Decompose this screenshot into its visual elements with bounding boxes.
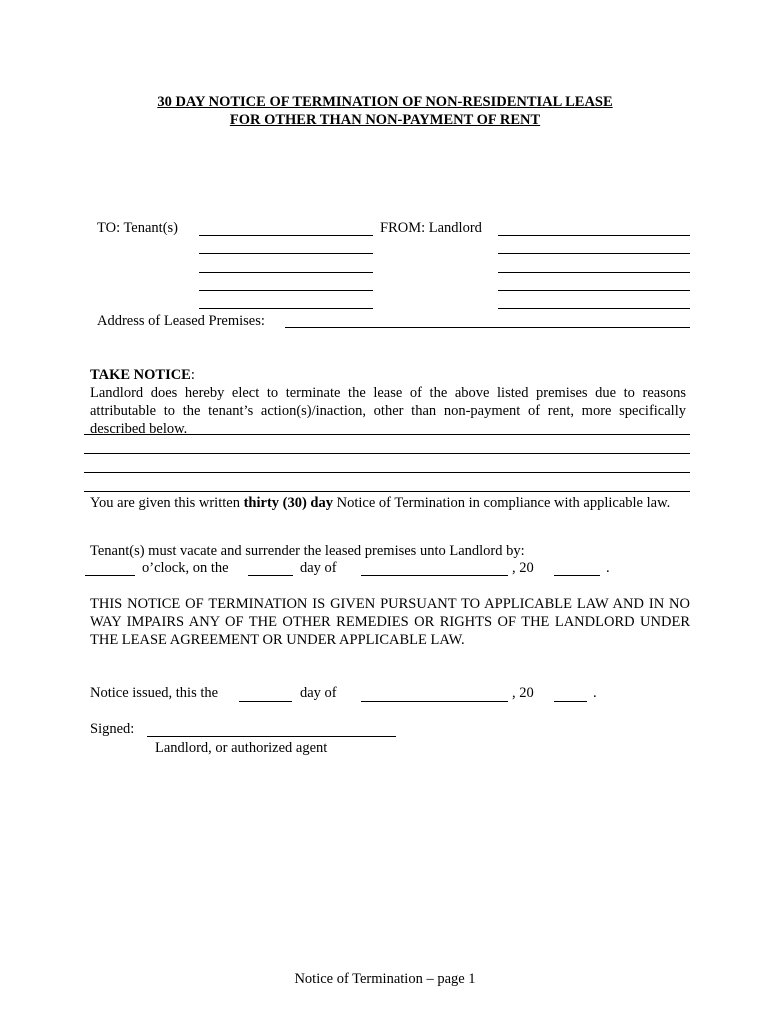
given-prefix: You are given this written xyxy=(90,495,244,511)
issued-month-field[interactable] xyxy=(361,701,508,702)
reason-field-3[interactable] xyxy=(84,472,690,473)
tenant-name-field-3[interactable] xyxy=(199,272,373,273)
take-notice-heading-text: TAKE NOTICE xyxy=(90,367,191,383)
reason-field-1[interactable] xyxy=(84,434,690,435)
tenant-label: TO: Tenant(s) xyxy=(97,220,179,236)
vacate-line: Tenant(s) must vacate and surrender the leased premises unto Landlord by: xyxy=(90,543,525,559)
landlord-name-field-4[interactable] xyxy=(498,290,690,291)
issued-year-field[interactable] xyxy=(554,701,587,702)
signature-field[interactable] xyxy=(147,736,396,737)
document-title-line-1: 30 DAY NOTICE OF TERMINATION OF NON-RESIDENTIAL LEASE xyxy=(157,94,613,110)
landlord-name-field-5[interactable] xyxy=(498,308,690,309)
vacate-oclock-text: o’clock, on the xyxy=(142,560,229,576)
tenant-name-field-5[interactable] xyxy=(199,308,373,309)
signature-caption: Landlord, or authorized agent xyxy=(155,740,328,756)
reason-field-4[interactable] xyxy=(84,491,690,492)
issued-period: . xyxy=(593,685,597,701)
address-label: Address of Leased Premises: xyxy=(97,313,265,329)
tenant-name-field-4[interactable] xyxy=(199,290,373,291)
legal-caps-paragraph: THIS NOTICE OF TERMINATION IS GIVEN PURSUANT TO APPLICABLE LAW AND IN NO WAY IMPAIRS ANY OF THE OTHER REMEDIES OR RIGHTS OF THE LANDLORD UNDER THE LEASE AGREEMENT OR UNDER APPLICABLE LAW. xyxy=(90,596,690,648)
vacate-year-prefix: , 20 xyxy=(512,560,534,576)
issued-year-prefix: , 20 xyxy=(512,685,534,701)
take-notice-body: Landlord does hereby elect to terminate the lease of the above listed premises due to reasons attributable to the tenant’s action(s)/inaction, other than non-payment of rent, more specifically described below. xyxy=(90,385,686,437)
vacate-day-field[interactable] xyxy=(248,575,293,576)
take-notice-heading xyxy=(90,366,195,384)
page-footer: Notice of Termination – page 1 xyxy=(294,971,476,987)
landlord-name-field-2[interactable] xyxy=(498,253,690,254)
given-notice-paragraph xyxy=(90,494,686,512)
vacate-hour-field[interactable] xyxy=(85,575,135,576)
issued-day-of-text: day of xyxy=(300,685,337,701)
tenant-name-field-2[interactable] xyxy=(199,253,373,254)
issued-label: Notice issued, this the xyxy=(90,685,219,701)
vacate-period: . xyxy=(606,560,610,576)
address-field[interactable] xyxy=(285,327,690,328)
vacate-day-of-text: day of xyxy=(300,560,337,576)
issued-day-field[interactable] xyxy=(239,701,292,702)
given-suffix: Notice of Termination in compliance with applicable law. xyxy=(333,495,671,511)
tenant-name-field-1[interactable] xyxy=(199,235,373,236)
landlord-name-field-1[interactable] xyxy=(498,235,690,236)
vacate-year-field[interactable] xyxy=(554,575,600,576)
given-bold: thirty (30) day xyxy=(243,495,334,511)
take-notice-colon: : xyxy=(190,367,195,383)
signed-label: Signed: xyxy=(90,721,135,737)
landlord-name-field-3[interactable] xyxy=(498,272,690,273)
landlord-label: FROM: Landlord xyxy=(380,220,482,236)
document-title-line-2: FOR OTHER THAN NON-PAYMENT OF RENT xyxy=(229,112,541,128)
vacate-month-field[interactable] xyxy=(361,575,508,576)
reason-field-2[interactable] xyxy=(84,453,690,454)
